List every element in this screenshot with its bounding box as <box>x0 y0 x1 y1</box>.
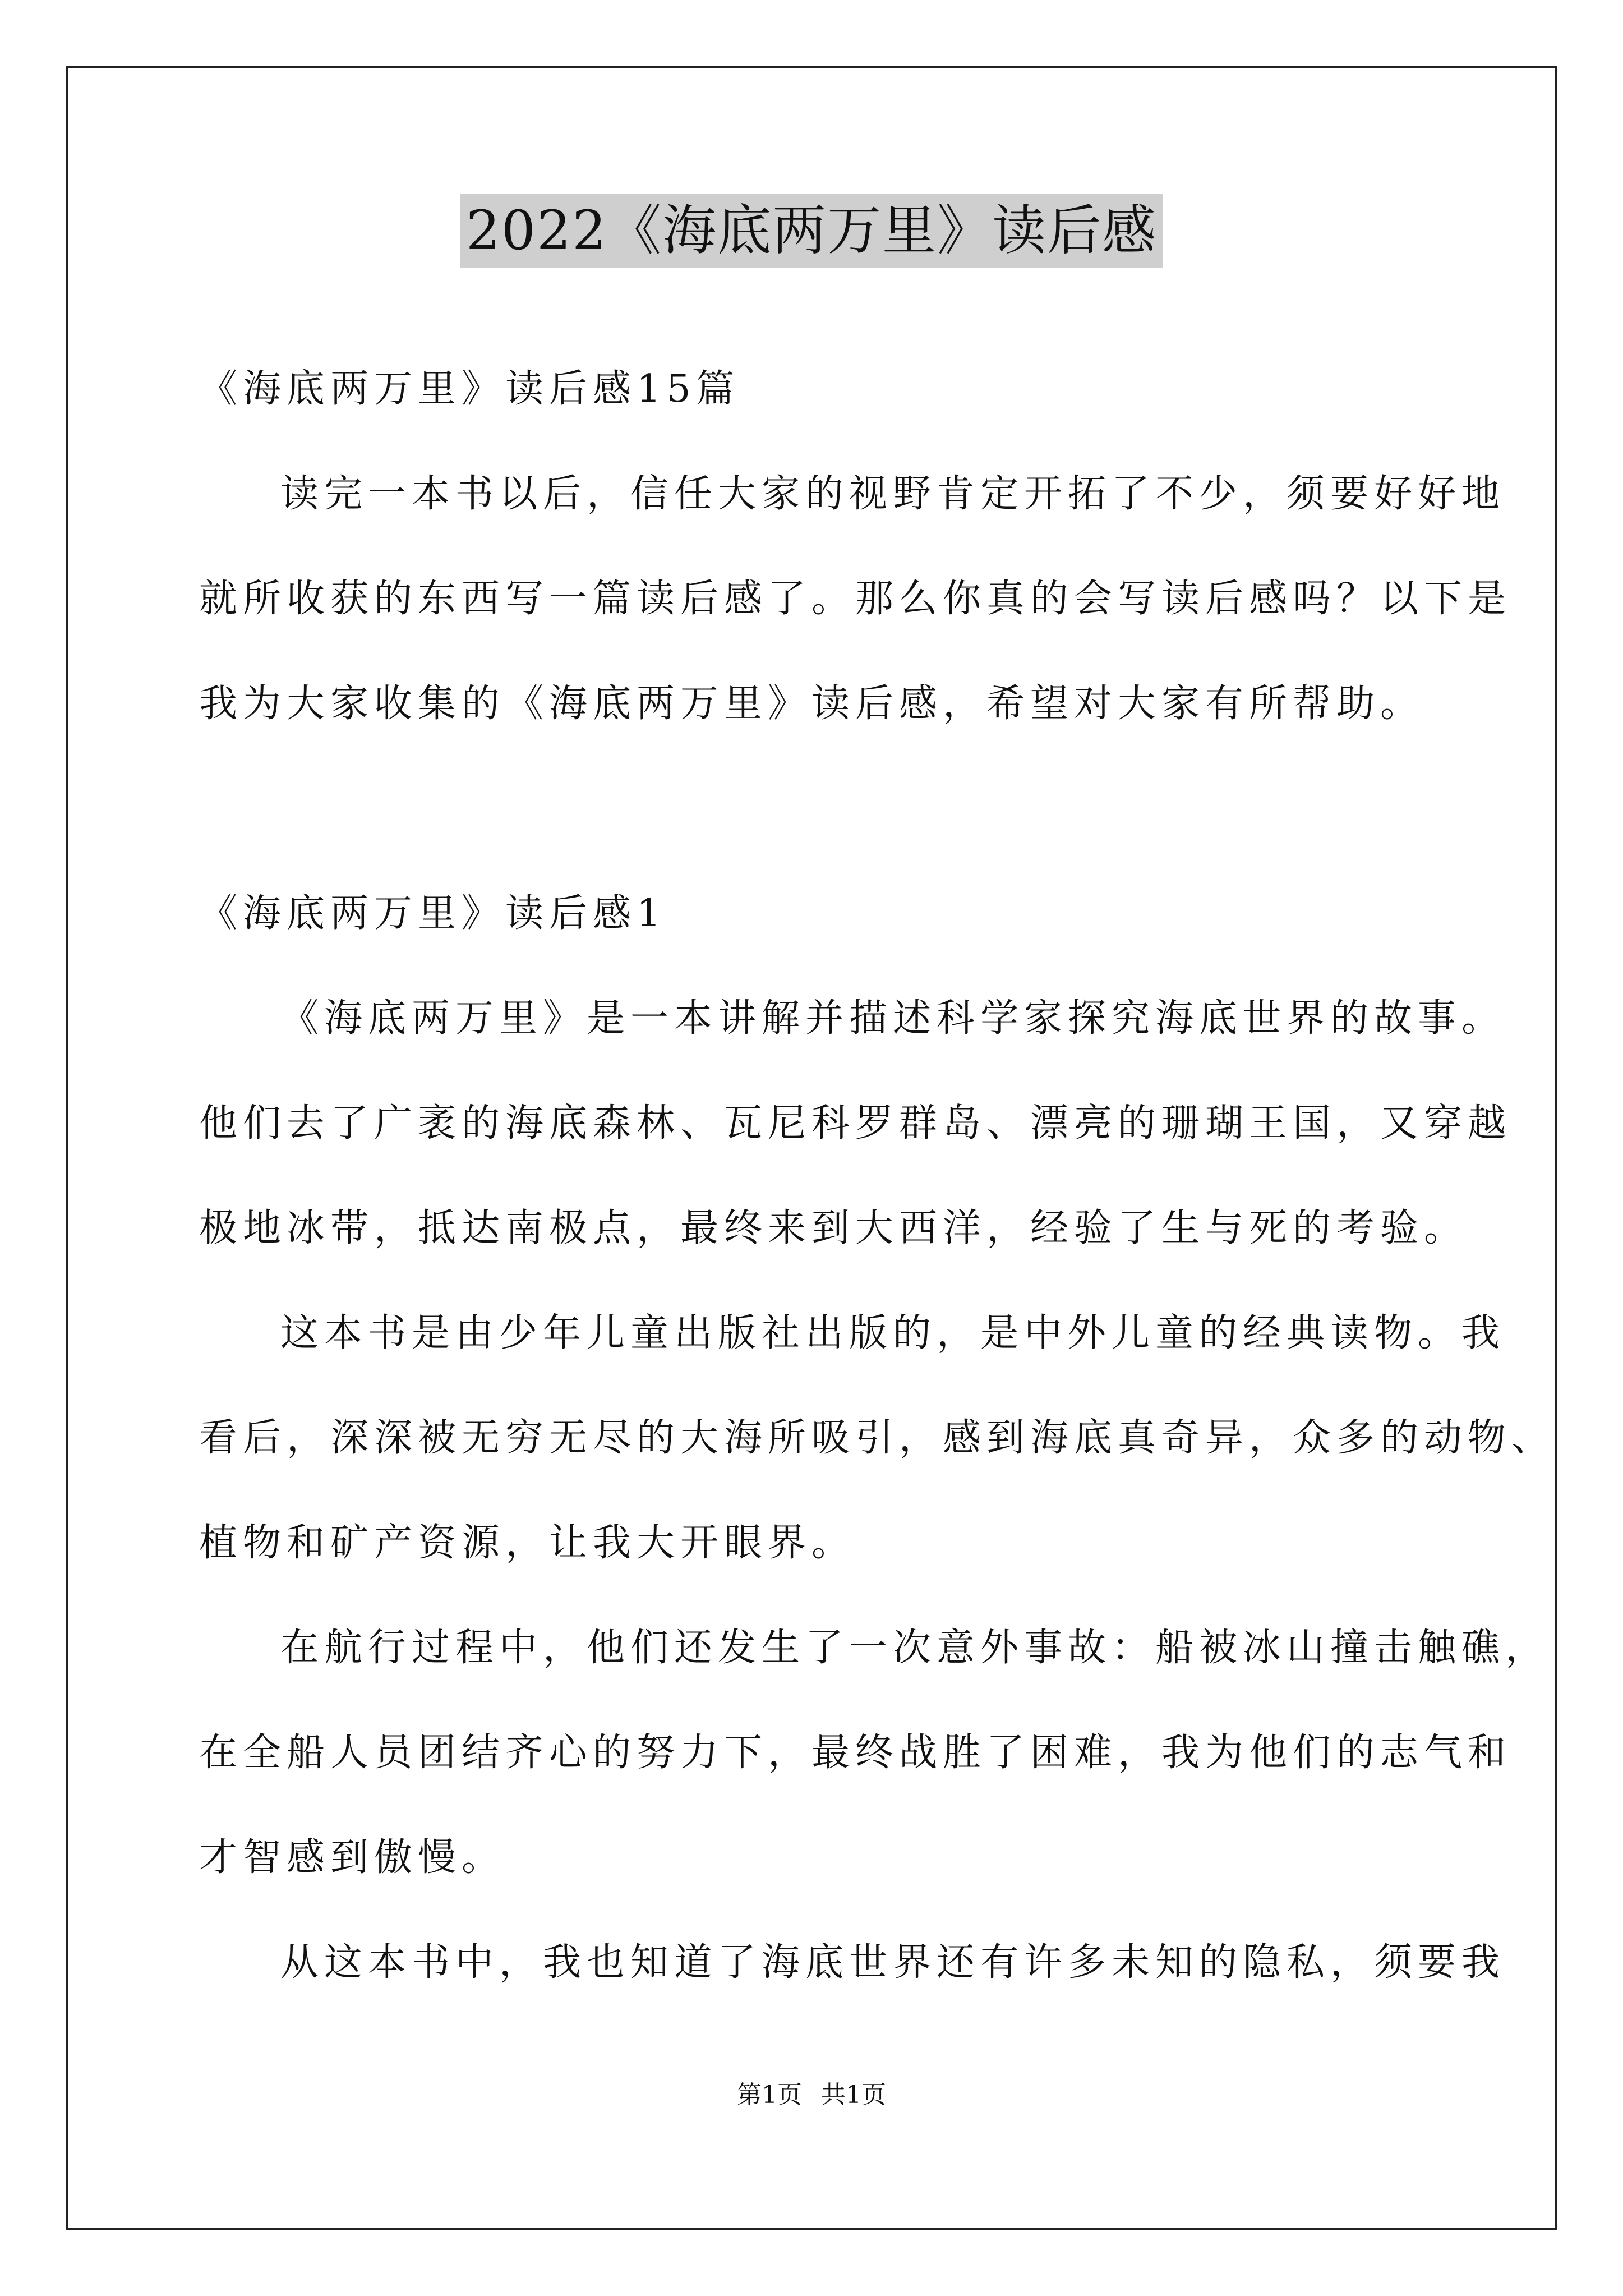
intro-line: 就所收获的东西写一篇读后感了。那么你真的会写读后感吗？以下是 <box>199 577 1512 621</box>
title-wrap <box>0 194 1623 268</box>
page-footer <box>0 2078 1623 2112</box>
intro-line: 我为大家收集的《海底两万里》读后感，希望对大家有所帮助。 <box>199 682 1424 726</box>
paragraph-line: 从这本书中，我也知道了海底世界还有许多未知的隐私，须要我 <box>280 1940 1506 1985</box>
section-heading: 《海底两万里》读后感1 <box>199 891 667 936</box>
paragraph-line: 植物和矿产资源，让我大开眼界。 <box>199 1521 856 1565</box>
page-number: 第1页 <box>737 2081 802 2109</box>
paragraph-line: 在航行过程中，他们还发生了一次意外事故：船被冰山撞击触礁， <box>280 1626 1550 1670</box>
paragraph-line: 极地冰带，抵达南极点，最终来到大西洋，经验了生与死的考验。 <box>199 1206 1468 1250</box>
document-body <box>199 337 1556 2015</box>
paragraph-line: 他们去了广袤的海底森林、瓦尼科罗群岛、漂亮的珊瑚王国，又穿越 <box>199 1101 1512 1145</box>
paragraph-line: 在全船人员团结齐心的努力下，最终战胜了困难，我为他们的志气和 <box>199 1731 1512 1775</box>
page-title: 2022《海底两万里》读后感 <box>460 194 1163 268</box>
subtitle: 《海底两万里》读后感15篇 <box>199 367 740 411</box>
paragraph-line: 看后，深深被无穷无尽的大海所吸引，感到海底真奇异，众多的动物、 <box>199 1416 1556 1460</box>
paragraph-line: 才智感到傲慢。 <box>199 1835 506 1880</box>
paragraph-line: 这本书是由少年儿童出版社出版的，是中外儿童的经典读物。我 <box>280 1311 1506 1355</box>
page-total: 共1页 <box>821 2081 886 2109</box>
intro-line: 读完一本书以后，信任大家的视野肯定开拓了不少，须要好好地 <box>280 472 1506 516</box>
paragraph-line: 《海底两万里》是一本讲解并描述科学家探究海底世界的故事。 <box>280 996 1506 1041</box>
